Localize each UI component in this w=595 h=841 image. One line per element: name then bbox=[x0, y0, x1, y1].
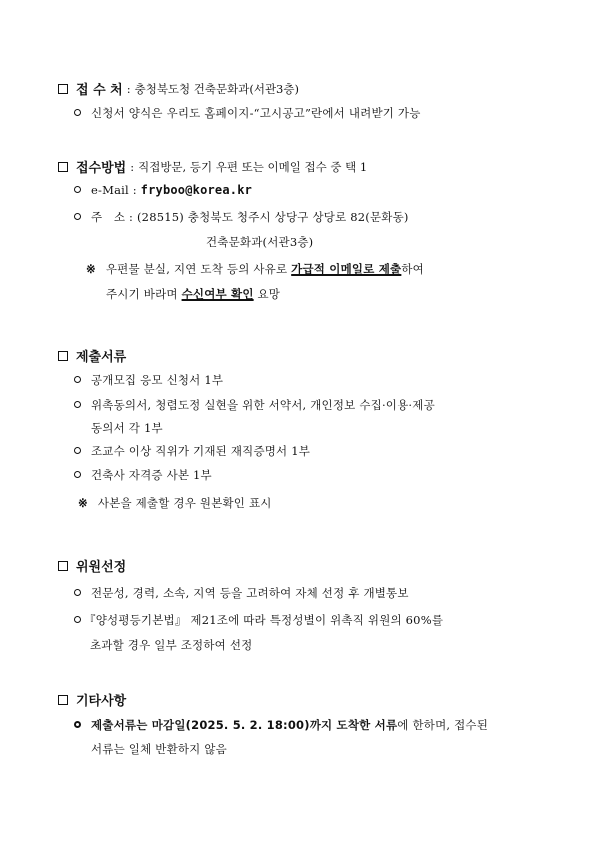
list-item-text: 『양성평등기본법』 제21조에 따라 특정성별이 위촉직 위원의 60%를 bbox=[84, 613, 444, 627]
note-line-1 bbox=[86, 261, 424, 277]
address-line-2: 건축문화과(서관3층) bbox=[206, 235, 314, 249]
checkbox-square-icon bbox=[58, 695, 68, 705]
reference-mark: ※ bbox=[78, 496, 88, 510]
section-heading-selection bbox=[58, 556, 126, 575]
section-heading-method bbox=[58, 157, 367, 176]
list-item-text: 위촉동의서, 청렴도정 실현을 위한 서약서, 개인정보 수집·이용·제공 bbox=[91, 398, 435, 412]
list-item-text: 전문성, 경력, 소속, 지역 등을 고려하여 자체 선정 후 개별통보 bbox=[91, 586, 409, 600]
section-title: 기타사항 bbox=[76, 694, 127, 709]
email-item bbox=[74, 183, 252, 197]
note-line bbox=[78, 495, 272, 511]
note-text: 사본을 제출할 경우 원본확인 표시 bbox=[97, 496, 272, 510]
checkbox-square-icon bbox=[58, 162, 68, 172]
list-item bbox=[74, 467, 212, 483]
circle-bullet-icon bbox=[74, 447, 81, 454]
list-item bbox=[74, 443, 310, 459]
note-text: 요망 bbox=[257, 287, 281, 301]
list-item-continuation: 초과할 경우 일부 조정하여 선정 bbox=[90, 638, 253, 652]
list-item-emphasis: 제출서류는 마감일(2025. 5. 2. 18:00)까지 도착한 서류 bbox=[91, 718, 398, 732]
colon-separator: : bbox=[130, 159, 135, 174]
email-label: e-Mail : bbox=[91, 183, 137, 197]
list-item bbox=[74, 585, 409, 601]
section-heading-reception bbox=[58, 79, 299, 98]
list-item bbox=[74, 372, 223, 388]
circle-bullet-icon bbox=[74, 213, 81, 220]
section-title: 접 수 처 bbox=[76, 83, 123, 98]
section-heading-other bbox=[58, 690, 126, 709]
reference-mark: ※ bbox=[86, 262, 96, 276]
section-title: 제출서류 bbox=[76, 350, 127, 365]
colon-separator: : bbox=[126, 81, 131, 96]
note-text: 하여 bbox=[401, 262, 424, 276]
list-item bbox=[74, 717, 488, 733]
circle-bullet-icon bbox=[74, 401, 81, 408]
circle-bullet-icon bbox=[74, 589, 81, 596]
list-item-text: 신청서 양식은 우리도 홈페이지-“고시공고”란에서 내려받기 가능 bbox=[91, 106, 421, 120]
list-item-text: 조교수 이상 직위가 기재된 재직증명서 1부 bbox=[91, 444, 311, 458]
circle-bullet-icon bbox=[74, 471, 81, 478]
circle-bullet-icon bbox=[74, 109, 81, 116]
circle-bullet-icon bbox=[74, 721, 81, 728]
section-heading-documents bbox=[58, 346, 126, 365]
section-description: 직접방문, 등기 우편 또는 이메일 접수 중 택 1 bbox=[138, 159, 368, 174]
list-item-continuation: 서류는 일체 반환하지 않음 bbox=[91, 742, 227, 756]
email-link[interactable]: fryboo@korea.kr bbox=[140, 183, 253, 197]
note-text: 우편물 분실, 지연 도착 등의 사유로 bbox=[105, 262, 288, 276]
list-item-text: 건축사 자격증 사본 1부 bbox=[91, 468, 212, 482]
list-item bbox=[74, 397, 435, 413]
circle-bullet-icon bbox=[74, 186, 81, 193]
list-item-text: 공개모집 응모 신청서 1부 bbox=[91, 373, 224, 387]
note-emphasis: 가급적 이메일로 제출 bbox=[291, 262, 402, 276]
note-emphasis: 수신여부 확인 bbox=[181, 287, 254, 301]
circle-bullet-icon bbox=[74, 376, 81, 383]
checkbox-square-icon bbox=[58, 84, 68, 94]
section-title: 위원선정 bbox=[76, 560, 127, 575]
checkbox-square-icon bbox=[58, 351, 68, 361]
checkbox-square-icon bbox=[58, 561, 68, 571]
note-text: 주시기 바라며 bbox=[106, 287, 178, 301]
address-item bbox=[74, 209, 409, 225]
address-label: 주 소 : bbox=[91, 210, 134, 224]
list-item bbox=[74, 105, 421, 121]
list-item-text: 에 한하며, 접수된 bbox=[397, 718, 489, 732]
section-title: 접수방법 bbox=[76, 161, 127, 176]
section-description: 충청북도청 건축문화과(서관3층) bbox=[134, 81, 299, 96]
circle-bullet-icon bbox=[74, 616, 81, 623]
list-item bbox=[74, 612, 443, 628]
list-item-continuation: 동의서 각 1부 bbox=[91, 421, 163, 435]
address-line-1: (28515) 충청북도 청주시 상당구 상당로 82(문화동) bbox=[136, 210, 409, 224]
note-line-2 bbox=[106, 286, 280, 302]
